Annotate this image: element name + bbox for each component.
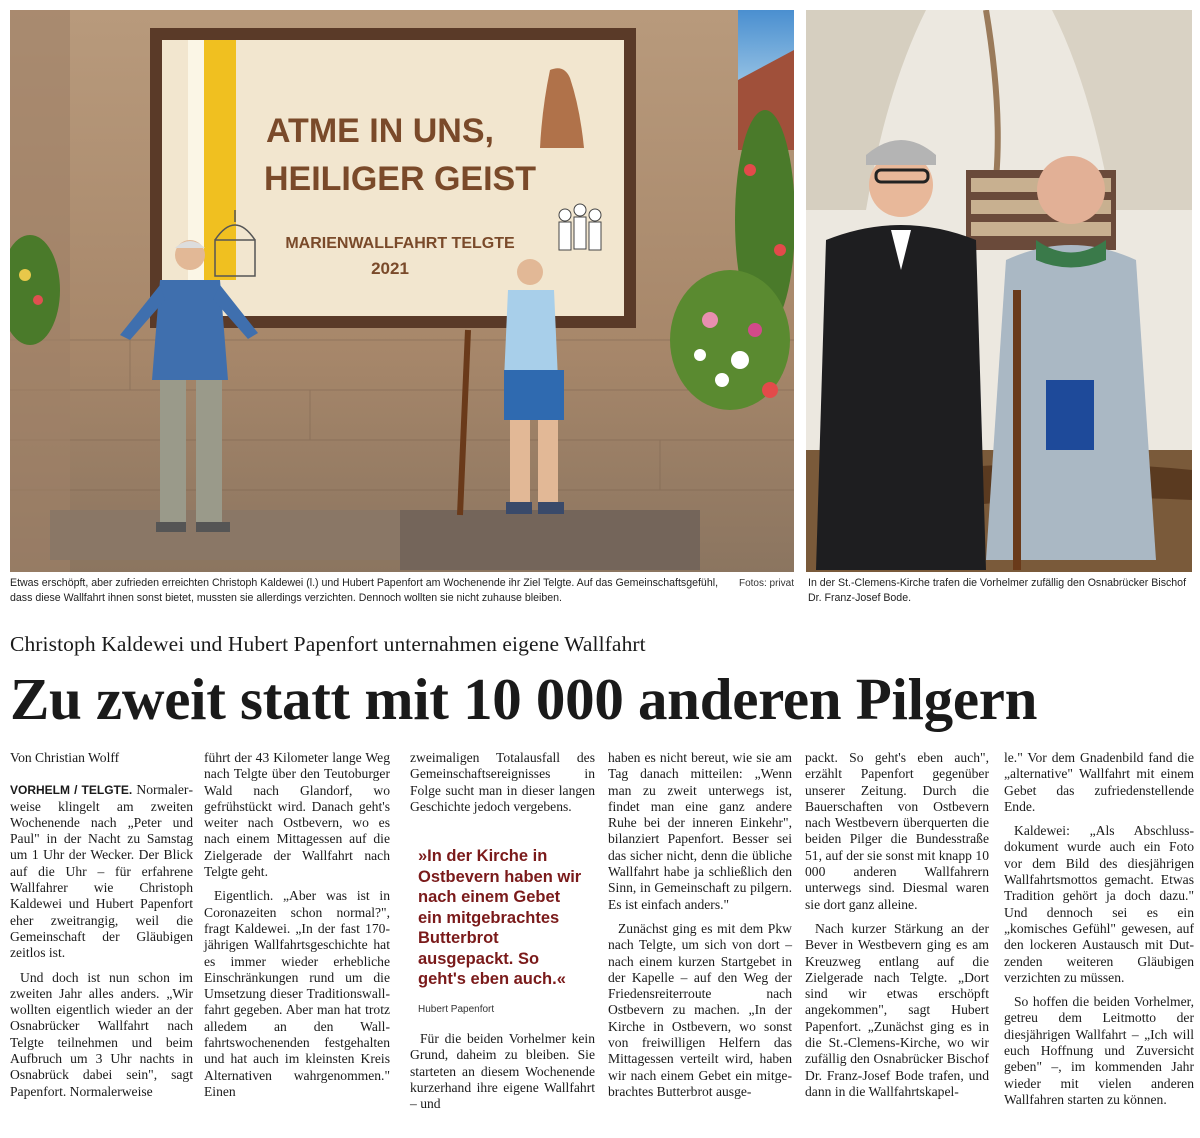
dateline: VORHELM / TELGTE.	[10, 783, 133, 798]
paragraph: Nach kurzer Stärkung an der Bever in Westbevern ging es am Kreuzweg entlang auf die Zielgerade nach Telgte. „Dort sind wir etwas erschöpft angekommen", sagt Hubert Papenfort. „Zunächst ging es in die St.-Clemens-Kirche, wo wir zufällig den Osnabrücker Bischof Dr. Franz-Josef Bode trafen, und dann in die Wallfahrtskapel-	[805, 920, 989, 1099]
photo-caption-left	[10, 576, 794, 606]
paragraph: haben es nicht bereut, wie sie am Tag danach mitteilen: „Wenn man zu zweit unterwegs ist, findet man eine ganz andere Ruhe bei der inneren Einkehr", bilanziert Papenfort. Besser sei das sicher nicht, denn die übliche Wallfahrt habe ja schließlich den Sinn, in Gemeinschaft zu pilgern. Es ist einfach anders."	[608, 750, 792, 912]
pull-quote-text: »In der Kirche in Ostbevern haben wir nach einem Gebet ein mitgebrachtes Butterbrot ausgepackt. So geht's eben auch.«	[418, 847, 582, 988]
paragraph: Kaldewei: „Als Abschlussdokument wurde auch ein Foto vor dem Bild des diesjährigen Wallfahrtsmottos gemacht. Etwas Tradition gehört ja doch dazu." Und dennoch sei es ein „komisches Gefühl" gewesen, auf den lockeren Austausch mit Dutzenden weiteren Gläubigen verzichten zu müssen.	[1004, 823, 1194, 985]
article-column-4	[608, 750, 792, 1100]
banner-line-4: 2021	[371, 259, 409, 278]
pull-quote-author: Hubert Papenfort	[418, 1003, 495, 1015]
paragraph: zweimaligen Totalausfall des Gemeinschaftsereignisses in Folge sucht man in dieser langen Geschichte jedoch vergebens.	[410, 750, 595, 814]
paragraph: packt. So geht's eben auch", erzählt Papenfort gegenüber unserer Zeitung. Durch die Bauerschaften von Ostbevern nach Westbevern überquerten die beiden Pilger die Bundesstraße 51, auf der sie sonst mit knapp 10 000 anderen Wallfahrern unterwegs sind. Diesmal waren sie dort ganz alleine.	[805, 750, 989, 912]
caption-left-text: Etwas erschöpft, aber zufrieden erreichten Christoph Kaldewei (l.) und Hubert Papenfort am Wochenende ihr Ziel Telgte. Auf das Gemeinschaftsgefühl, dass diese Wallfahrt ihnen sonst bietet, mussten sie allerdings verzichten. Dennoch wollten sie nicht zuhause bleiben.	[10, 577, 719, 604]
article-column-2	[204, 750, 390, 1100]
photo-caption-right: In der St.-Clemens-Kirche trafen die Vorhelmer zufällig den Osnabrücker Bischof Dr. Franz-Josef Bode.	[808, 577, 1187, 604]
byline: Von Christian Wolff	[10, 750, 120, 765]
photo-pilgrims-at-banner	[10, 10, 794, 572]
paragraph: Zunächst ging es mit dem Pkw nach Telgte, um sich von dort – nach einem kurzen Startgebet in der Kapelle – auf den Weg der Friedensreiterroute nach Ostbevern zu machen. „In der Kirche in Ostbevern, wo sonst von freiwilligen Helfern das Mittagessen verteilt wird, haben wir nach einem Gebet ein mitgebrachtes Butterbrot ausge-	[608, 920, 792, 1099]
photo-church-meeting	[806, 10, 1192, 572]
article-kicker: Christoph Kaldewei und Hubert Papenfort unternahmen eigene Wallfahrt	[10, 632, 646, 656]
paragraph: le." Vor dem Gnadenbild fand die „alternative" Wallfahrt mit einem Gebet das zufriedenstellende Ende.	[1004, 750, 1194, 814]
paragraph: Eigentlich. „Aber was ist in Coronazeiten schon normal?", fragt Kaldewei. „In der fast 170-jährigen Wallfahrtsgeschichte hat es immer wieder erhebliche Einschränkungen rund um die Umsetzung dieser Traditionswallfahrt gegeben. Aber man hat trotz alledem an den Wallfahrtswochenenden festgehalten und hat auch im kleinsten Kreis Alternativen wahrgenommen." Einen	[204, 888, 390, 1099]
paragraph: Normalerweise klingelt am zweiten Wochenende nach „Peter und Paul" in der Nacht zu Samstag um 1 Uhr der Wecker. Der Blick auf die Uhr – für erfahrene Wallfahrer wie Christoph Kaldewei und Hubert Papenfort eher zweitrangig, weil die Gemeinschaft der Gläubigen zeitlos ist.	[10, 782, 193, 961]
article-column-5	[805, 750, 989, 1100]
paragraph: Für die beiden Vorhelmer kein Grund, daheim zu bleiben. Sie starteten an diesem Wochenende kurzerhand ihre eigene Wallfahrt – und	[410, 1031, 595, 1112]
banner-line-1: ATME IN UNS,	[266, 112, 494, 150]
paragraph: So hoffen die beiden Vorhelmer, getreu dem Leitmotto der diesjährigen Wallfahrt – „Ich will euch Hoffnung und Zuversicht geben" –, im kommenden Jahr wieder mit vielen anderen Wallfahren starten zu können.	[1004, 994, 1194, 1107]
pull-quote	[418, 846, 588, 1015]
article-headline: Zu zweit statt mit 10 000 anderen Pilgern	[10, 666, 1038, 732]
article-column-6	[1004, 750, 1194, 1108]
article-column-1	[10, 750, 193, 1100]
photo-credit: Fotos: privat	[738, 578, 794, 589]
paragraph: führt der 43 Kilometer lange Weg nach Telgte über den Teutoburger Wald nach Glandorf, wo gefrühstückt wird. Danach geht's weiter nach Ostbevern, wo es nach einem Mittagessen auf die Zielgerade der Wallfahrt nach Telgte geht.	[204, 750, 390, 880]
banner-line-3: MARIENWALLFAHRT TELGTE	[285, 235, 515, 252]
banner-line-2: HEILIGER GEIST	[263, 160, 537, 198]
paragraph: Und doch ist nun schon im zweiten Jahr alles anders. „Wir wollten eigentlich wieder an der Osnabrücker Wallfahrt nach Telgte teilnehmen und beim Aufbruch um 3 Uhr nachts in Osnabrück dabei sein", sagt Papenfort. Normalerweise	[10, 969, 193, 1099]
